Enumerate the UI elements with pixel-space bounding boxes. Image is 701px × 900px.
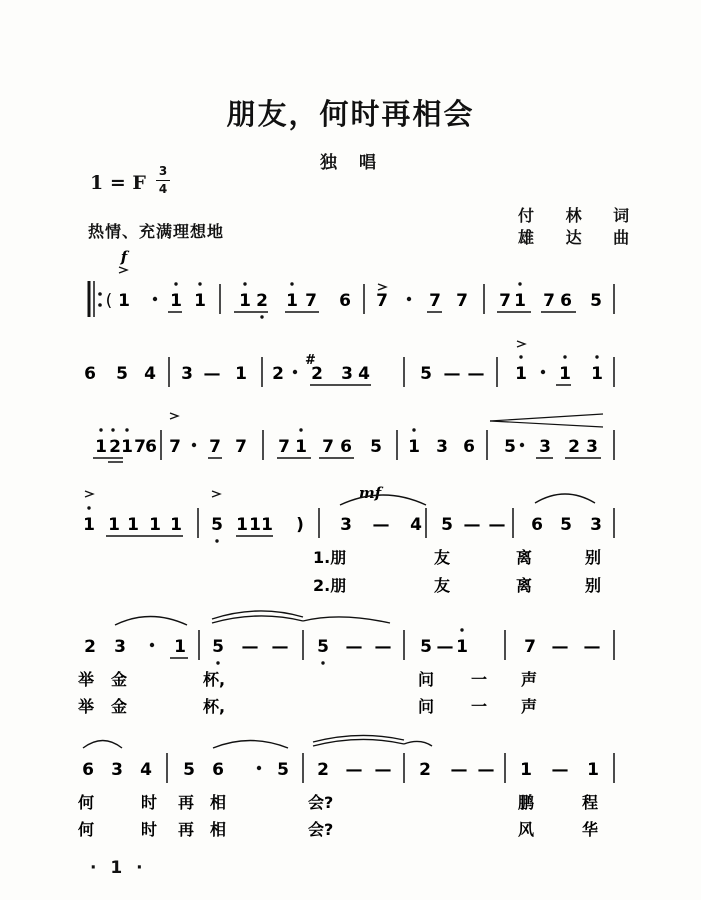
- dash: —: [436, 637, 454, 657]
- lyric: 问: [418, 670, 435, 689]
- note: 5: [504, 437, 516, 457]
- accent: [517, 341, 525, 347]
- dash: —: [463, 515, 481, 535]
- page-number: · 1 ·: [90, 858, 147, 878]
- lyric: 何: [78, 793, 95, 812]
- note: 1: [118, 291, 130, 311]
- note: 3: [539, 437, 551, 457]
- note: 1: [515, 364, 527, 384]
- note: 1: [235, 364, 247, 384]
- dash: —: [477, 760, 495, 780]
- lyric: 离: [516, 576, 533, 595]
- lyrics-row-6: [77, 793, 598, 839]
- note: 1: [587, 760, 599, 780]
- note: 7: [456, 291, 468, 311]
- note: 5: [317, 637, 329, 657]
- note: 2: [109, 437, 121, 457]
- lyric: 别: [585, 576, 602, 595]
- note: 1: [295, 437, 307, 457]
- lyrics-row-5: [77, 670, 537, 716]
- lyric: 金: [111, 670, 128, 689]
- note: 2: [256, 291, 268, 311]
- lyric: 一: [471, 697, 488, 716]
- lyric: 别: [585, 548, 602, 567]
- dash: —: [203, 364, 221, 384]
- lyric: 杯,: [203, 670, 226, 689]
- accent: [170, 413, 178, 419]
- note: 6: [212, 760, 224, 780]
- lyric: 声: [521, 697, 538, 716]
- lyric: 程: [582, 793, 599, 812]
- note: 7: [429, 291, 441, 311]
- lyric: 再: [178, 820, 195, 839]
- note: 1: [249, 515, 261, 535]
- note: 1: [408, 437, 420, 457]
- note: 1: [559, 364, 571, 384]
- lyric: 金: [111, 697, 128, 716]
- accent: [378, 284, 386, 290]
- lyric: 相: [210, 820, 227, 839]
- note: 2: [272, 364, 284, 384]
- note: 1: [520, 760, 532, 780]
- note: 1: [83, 515, 95, 535]
- decrescendo-hairpin: [490, 414, 603, 427]
- accent: [85, 491, 93, 497]
- note: 1: [174, 637, 186, 657]
- note: 7: [543, 291, 555, 311]
- lyric: 离: [516, 548, 533, 567]
- lyric: 举: [78, 697, 95, 716]
- dash: —: [583, 637, 601, 657]
- open-paren: (: [105, 291, 113, 311]
- note: 6: [560, 291, 572, 311]
- key-signature: 1 = F: [90, 172, 146, 194]
- dash: —: [488, 515, 506, 535]
- lyric: 再: [178, 793, 195, 812]
- lyricist-credit: 付 林 词: [518, 206, 643, 225]
- note: 1: [127, 515, 139, 535]
- dash: —: [374, 760, 392, 780]
- dash: —: [467, 364, 485, 384]
- note: 7: [305, 291, 317, 311]
- note: 5: [212, 637, 224, 657]
- note: 4: [358, 364, 370, 384]
- lyric: 友: [434, 576, 451, 595]
- note: 1: [170, 291, 182, 311]
- note: 3: [114, 637, 126, 657]
- note: 1: [456, 637, 468, 657]
- note: 7: [322, 437, 334, 457]
- note: 1: [149, 515, 161, 535]
- lyric: 举: [78, 670, 95, 689]
- note: 1: [286, 291, 298, 311]
- note: 5: [441, 515, 453, 535]
- note: 2: [311, 364, 323, 384]
- note: 7: [169, 437, 181, 457]
- performance-type: 独唱: [320, 153, 398, 173]
- note: 3: [341, 364, 353, 384]
- lyric: 时: [141, 793, 158, 812]
- score-row-5: [84, 637, 600, 657]
- repeat-dot: [98, 292, 102, 296]
- note: 5: [183, 760, 195, 780]
- note: 5: [116, 364, 128, 384]
- lyric: 杯,: [203, 697, 226, 716]
- lyric: 友: [434, 548, 451, 567]
- lyric: 会?: [308, 820, 334, 839]
- close-paren: ): [296, 515, 304, 535]
- lyric: 1.朋: [313, 548, 347, 567]
- dash: —: [374, 637, 392, 657]
- note: 7: [134, 437, 146, 457]
- dash: —: [551, 637, 569, 657]
- note: 6: [82, 760, 94, 780]
- note: 1: [95, 437, 107, 457]
- note: 7: [376, 291, 388, 311]
- accent: [212, 491, 220, 497]
- score-row-6: [82, 760, 599, 780]
- note: 6: [340, 437, 352, 457]
- note: 5: [560, 515, 572, 535]
- lyric: 时: [141, 820, 158, 839]
- lyric: 鹏: [518, 793, 535, 812]
- note: 4: [410, 515, 422, 535]
- note: 1: [194, 291, 206, 311]
- note: 5: [370, 437, 382, 457]
- note: 3: [111, 760, 123, 780]
- dash: —: [551, 760, 569, 780]
- note: 6: [531, 515, 543, 535]
- lyric: 2.朋: [313, 576, 347, 595]
- note: 1: [236, 515, 248, 535]
- dash: —: [372, 515, 390, 535]
- time-signature-top: 3: [158, 164, 168, 178]
- note: 1: [170, 515, 182, 535]
- lyric: 华: [582, 820, 599, 839]
- note: 1: [261, 515, 273, 535]
- lyric: 何: [78, 820, 95, 839]
- dash: —: [450, 760, 468, 780]
- song-title: 朋友，何时再相会: [226, 97, 475, 131]
- lyric: 一: [471, 670, 488, 689]
- dash: —: [241, 637, 259, 657]
- note: 5: [590, 291, 602, 311]
- dash: —: [271, 637, 289, 657]
- note: 4: [144, 364, 156, 384]
- note: 6: [145, 437, 157, 457]
- note: 2: [568, 437, 580, 457]
- lyric: 会?: [308, 793, 334, 812]
- note: 2: [419, 760, 431, 780]
- note: 1: [239, 291, 251, 311]
- dynamic-mf: mf: [358, 484, 382, 502]
- note: 3: [586, 437, 598, 457]
- time-signature-bottom: 4: [158, 182, 168, 196]
- note: 6: [463, 437, 475, 457]
- note: 7: [278, 437, 290, 457]
- lyric: 相: [210, 793, 227, 812]
- note: 7: [524, 637, 536, 657]
- lyric: 声: [521, 670, 538, 689]
- dash: —: [345, 760, 363, 780]
- note: 3: [590, 515, 602, 535]
- octave-dots: [87, 282, 598, 664]
- note: 3: [340, 515, 352, 535]
- repeat-dot: [98, 303, 102, 307]
- sharp-sign: #: [305, 353, 316, 368]
- note: 6: [339, 291, 351, 311]
- note: 2: [317, 760, 329, 780]
- note: 7: [209, 437, 221, 457]
- lyric: 问: [418, 697, 435, 716]
- tempo-marking: 热情、充满理想地: [88, 222, 225, 241]
- note: 1: [121, 437, 133, 457]
- note: 1: [591, 364, 603, 384]
- note: 6: [84, 364, 96, 384]
- dynamic-f: f: [120, 248, 128, 266]
- note: 2: [84, 637, 96, 657]
- score-row-4: [83, 515, 602, 535]
- note: 7: [499, 291, 511, 311]
- note: 1: [108, 515, 120, 535]
- dash: —: [443, 364, 461, 384]
- note: 3: [436, 437, 448, 457]
- note: 5: [420, 364, 432, 384]
- composer-credit: 雄 达 曲: [518, 228, 643, 247]
- score-row-2: [84, 364, 603, 384]
- dash: —: [345, 637, 363, 657]
- lyrics-row-4: [313, 548, 601, 595]
- note: 5: [211, 515, 223, 535]
- note: 4: [140, 760, 152, 780]
- note: 3: [181, 364, 193, 384]
- note: 5: [420, 637, 432, 657]
- accent: [119, 267, 127, 273]
- note: 7: [235, 437, 247, 457]
- lyric: 风: [518, 820, 535, 839]
- note: 5: [277, 760, 289, 780]
- note: 1: [514, 291, 526, 311]
- score-row-1: [118, 291, 602, 311]
